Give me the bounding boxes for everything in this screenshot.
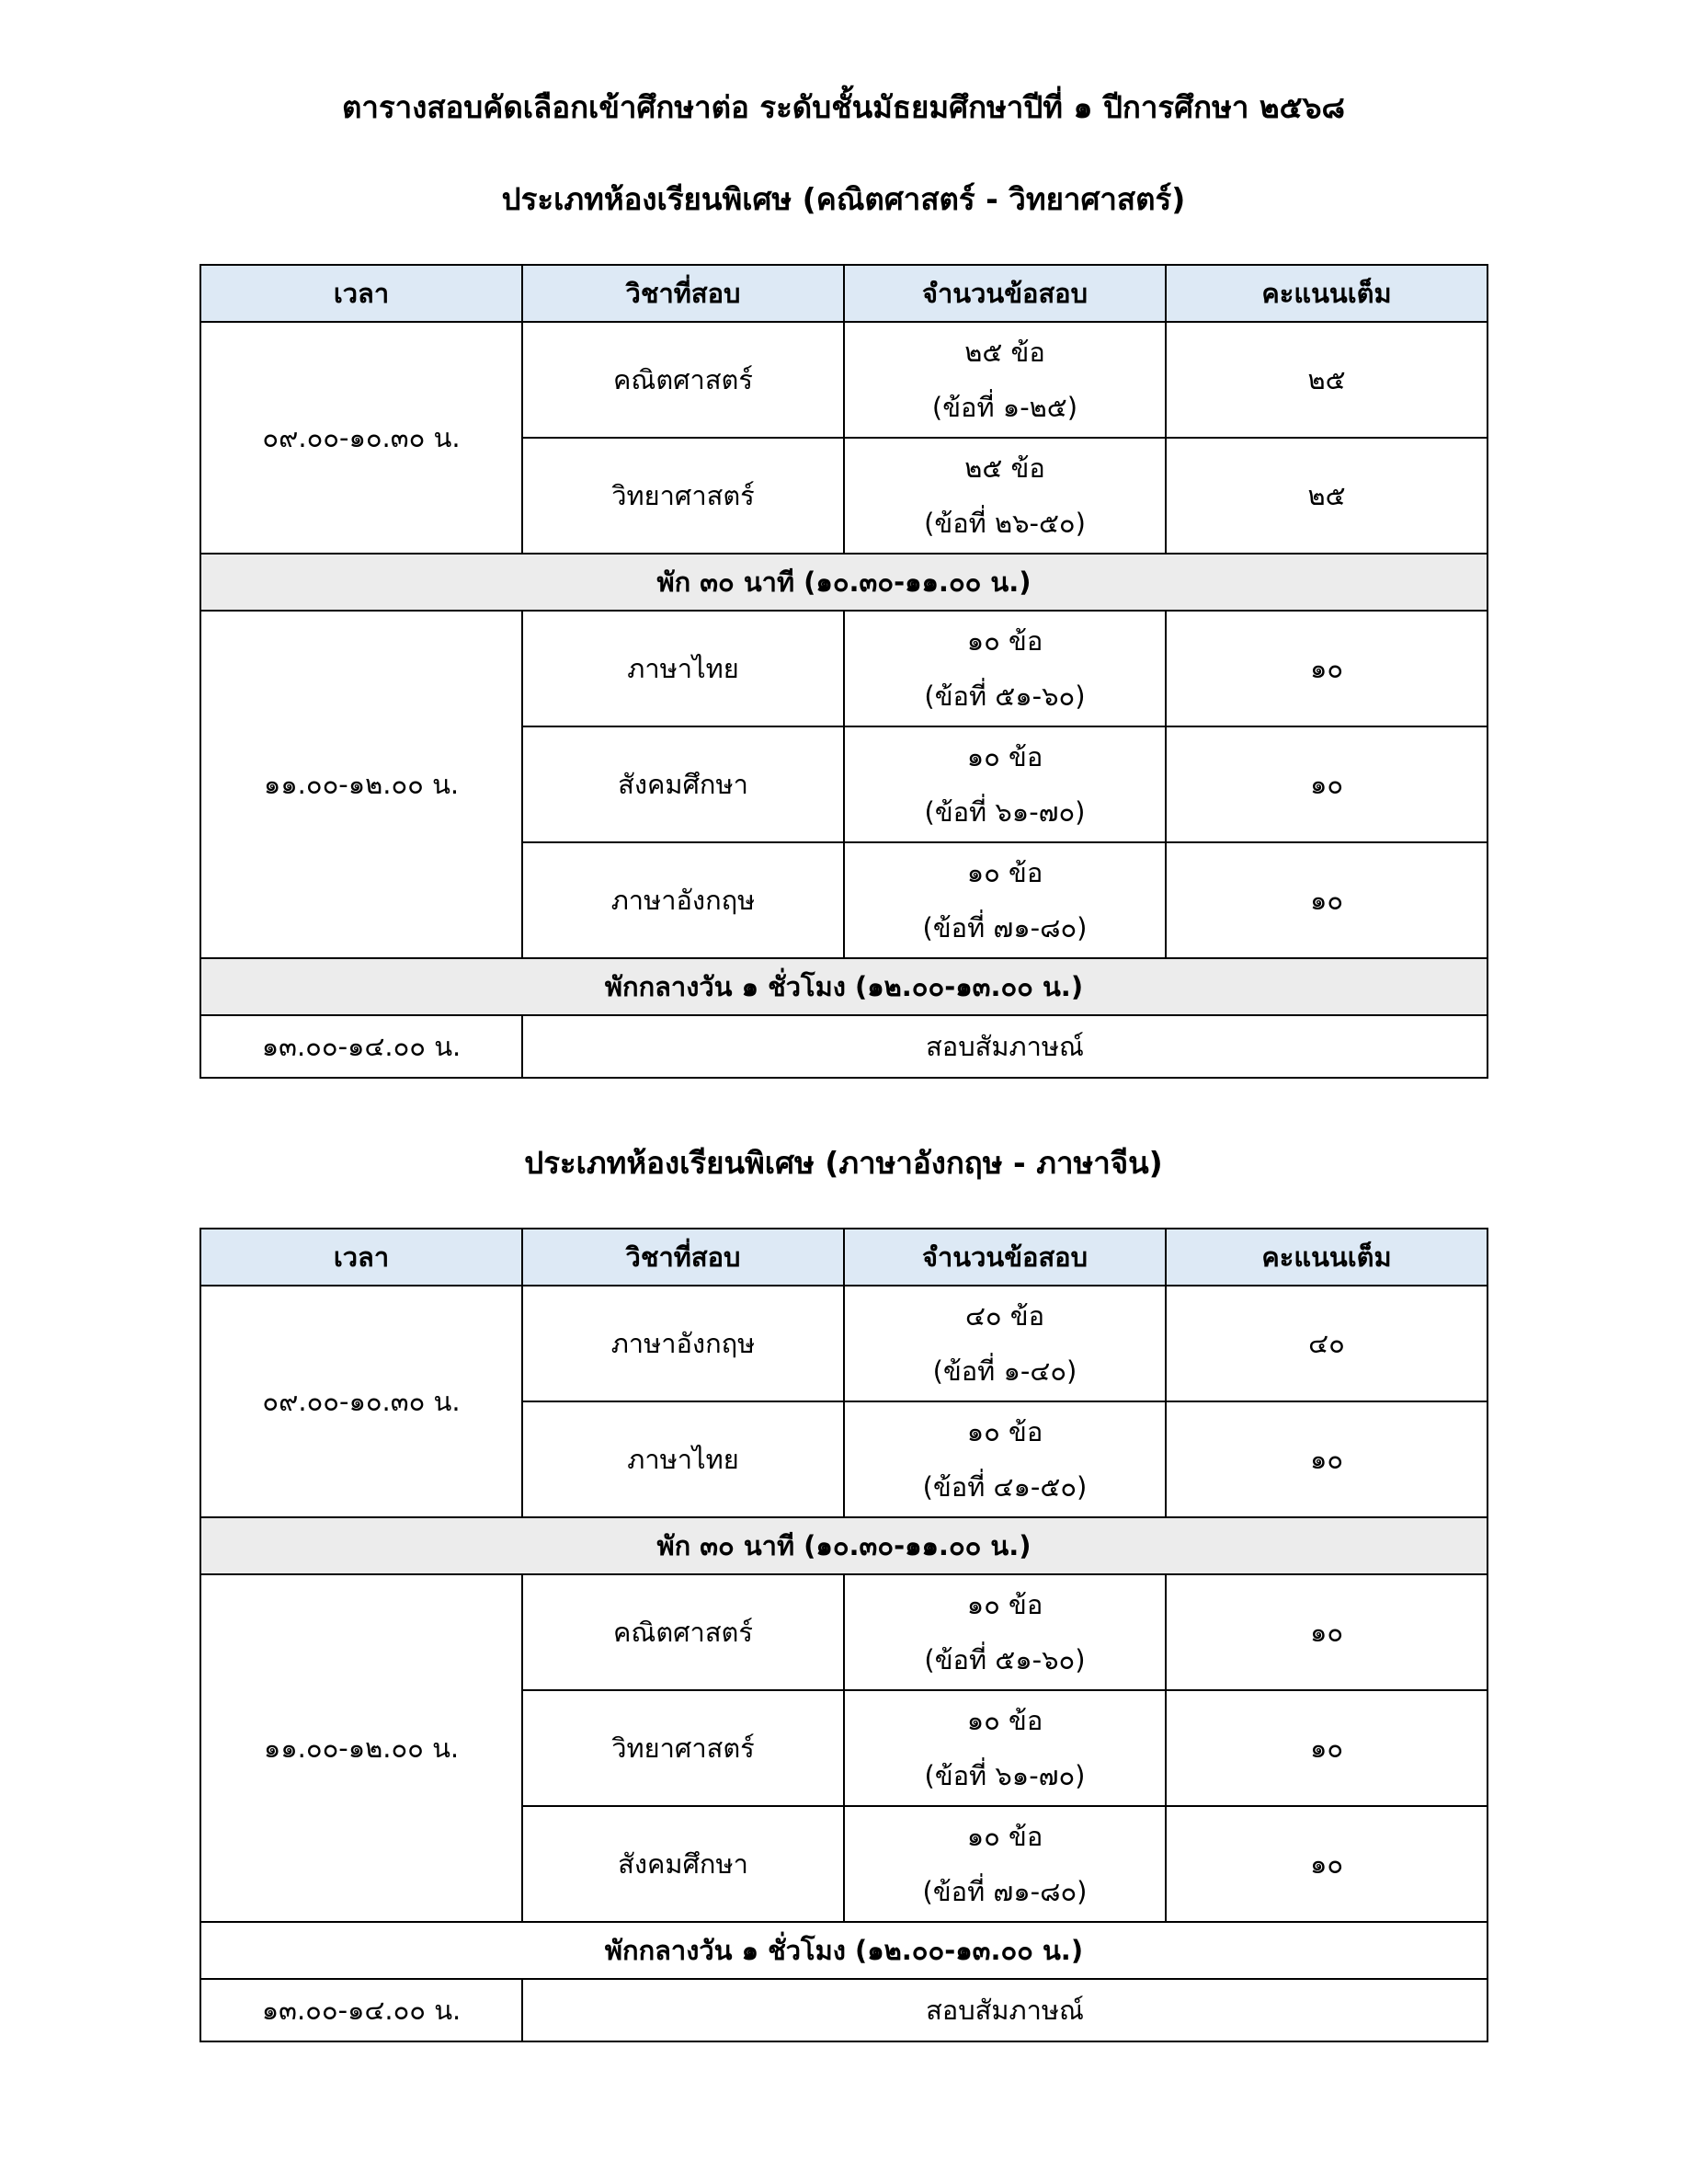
subject-cell: สังคมศึกษา — [522, 1806, 844, 1922]
column-header-full-score: คะแนนเต็ม — [1166, 265, 1488, 322]
session-time: ๑๑.๐๐-๑๒.๐๐ น. — [200, 1574, 522, 1922]
question-count-cell — [844, 611, 1166, 726]
question-count: ๑๐ ข้อ — [966, 741, 1043, 772]
subject-cell: ภาษาไทย — [522, 611, 844, 726]
question-count-cell — [844, 1286, 1166, 1401]
question-count: ๑๐ ข้อ — [966, 625, 1043, 657]
question-range: (ข้อที่ ๕๑-๖๐) — [924, 680, 1086, 712]
question-range: (ข้อที่ ๖๑-๗๐) — [924, 1760, 1086, 1791]
question-count: ๒๕ ข้อ — [964, 337, 1045, 368]
question-count: ๑๐ ข้อ — [966, 1821, 1043, 1852]
session-time: ๐๙.๐๐-๑๐.๓๐ น. — [200, 322, 522, 554]
question-count-cell — [844, 1574, 1166, 1690]
subject-cell: คณิตศาสตร์ — [522, 322, 844, 438]
full-score-cell: ๑๐ — [1166, 726, 1488, 842]
question-count: ๒๕ ข้อ — [964, 452, 1045, 484]
break-row — [200, 554, 1488, 611]
lunch-break-label: พักกลางวัน ๑ ชั่วโมง (๑๒.๐๐-๑๓.๐๐ น.) — [200, 958, 1488, 1015]
column-header-full-score: คะแนนเต็ม — [1166, 1229, 1488, 1286]
break-label: พัก ๓๐ นาที (๑๐.๓๐-๑๑.๐๐ น.) — [200, 1517, 1488, 1574]
question-range: (ข้อที่ ๔๑-๕๐) — [922, 1471, 1088, 1503]
question-count: ๑๐ ข้อ — [966, 1416, 1043, 1447]
full-score-cell: ๑๐ — [1166, 1806, 1488, 1922]
interview-row — [200, 1015, 1488, 1078]
subject-cell: ภาษาอังกฤษ — [522, 1286, 844, 1401]
question-count: ๔๐ ข้อ — [964, 1300, 1045, 1332]
break-label: พัก ๓๐ นาที (๑๐.๓๐-๑๑.๐๐ น.) — [200, 554, 1488, 611]
question-count-cell — [844, 438, 1166, 554]
question-range: (ข้อที่ ๗๑-๘๐) — [922, 912, 1088, 943]
subject-cell: สังคมศึกษา — [522, 726, 844, 842]
question-count: ๑๐ ข้อ — [966, 857, 1043, 888]
interview-label: สอบสัมภาษณ์ — [522, 1979, 1488, 2041]
question-count-cell — [844, 322, 1166, 438]
page-title: ตารางสอบคัดเลือกเข้าศึกษาต่อ ระดับชั้นมัธยมศึกษาปีที่ ๑ ปีการศึกษา ๒๕๖๘ — [342, 89, 1345, 125]
table-row — [200, 1286, 1488, 1401]
section-title-english-chinese: ประเภทห้องเรียนพิเศษ (ภาษาอังกฤษ - ภาษาจีน) — [524, 1145, 1163, 1181]
table-row — [200, 322, 1488, 438]
question-count-cell — [844, 726, 1166, 842]
full-score-cell: ๑๐ — [1166, 1690, 1488, 1806]
full-score-cell: ๒๕ — [1166, 438, 1488, 554]
question-count: ๑๐ ข้อ — [966, 1589, 1043, 1620]
table-header-row — [200, 265, 1488, 322]
full-score-cell: ๑๐ — [1166, 611, 1488, 726]
question-count-cell — [844, 1806, 1166, 1922]
question-range: (ข้อที่ ๖๑-๗๐) — [924, 796, 1086, 828]
question-range: (ข้อที่ ๑-๔๐) — [932, 1355, 1077, 1387]
question-count-cell — [844, 842, 1166, 958]
subject-cell: วิทยาศาสตร์ — [522, 1690, 844, 1806]
subject-cell: วิทยาศาสตร์ — [522, 438, 844, 554]
interview-row — [200, 1979, 1488, 2041]
interview-time: ๑๓.๐๐-๑๔.๐๐ น. — [200, 1015, 522, 1078]
subject-cell: คณิตศาสตร์ — [522, 1574, 844, 1690]
interview-label: สอบสัมภาษณ์ — [522, 1015, 1488, 1078]
column-header-time: เวลา — [200, 1229, 522, 1286]
full-score-cell: ๔๐ — [1166, 1286, 1488, 1401]
question-range: (ข้อที่ ๑-๒๕) — [931, 392, 1078, 423]
table-header-row — [200, 1229, 1488, 1286]
question-range: (ข้อที่ ๗๑-๘๐) — [922, 1876, 1088, 1907]
column-header-time: เวลา — [200, 265, 522, 322]
exam-schedule-table-english-chinese — [199, 1228, 1488, 2042]
table-row — [200, 611, 1488, 726]
question-count-cell — [844, 1401, 1166, 1517]
column-header-question-count: จำนวนข้อสอบ — [844, 265, 1166, 322]
table-row — [200, 1574, 1488, 1690]
full-score-cell: ๑๐ — [1166, 842, 1488, 958]
full-score-cell: ๒๕ — [1166, 322, 1488, 438]
session-time: ๑๑.๐๐-๑๒.๐๐ น. — [200, 611, 522, 958]
interview-time: ๑๓.๐๐-๑๔.๐๐ น. — [200, 1979, 522, 2041]
exam-schedule-table-math-science — [199, 264, 1488, 1079]
column-header-question-count: จำนวนข้อสอบ — [844, 1229, 1166, 1286]
full-score-cell: ๑๐ — [1166, 1574, 1488, 1690]
question-range: (ข้อที่ ๕๑-๖๐) — [924, 1644, 1086, 1675]
column-header-subject: วิชาที่สอบ — [522, 265, 844, 322]
subject-cell: ภาษาอังกฤษ — [522, 842, 844, 958]
session-time: ๐๙.๐๐-๑๐.๓๐ น. — [200, 1286, 522, 1517]
full-score-cell: ๑๐ — [1166, 1401, 1488, 1517]
subject-cell: ภาษาไทย — [522, 1401, 844, 1517]
column-header-subject: วิชาที่สอบ — [522, 1229, 844, 1286]
lunch-break-row — [200, 958, 1488, 1015]
section-title-math-science: ประเภทห้องเรียนพิเศษ (คณิตศาสตร์ - วิทยาศาสตร์) — [501, 181, 1186, 217]
lunch-break-row — [200, 1922, 1488, 1979]
question-count-cell — [844, 1690, 1166, 1806]
break-row — [200, 1517, 1488, 1574]
lunch-break-label: พักกลางวัน ๑ ชั่วโมง (๑๒.๐๐-๑๓.๐๐ น.) — [200, 1922, 1488, 1979]
question-count: ๑๐ ข้อ — [966, 1705, 1043, 1736]
question-range: (ข้อที่ ๒๖-๕๐) — [924, 508, 1086, 539]
